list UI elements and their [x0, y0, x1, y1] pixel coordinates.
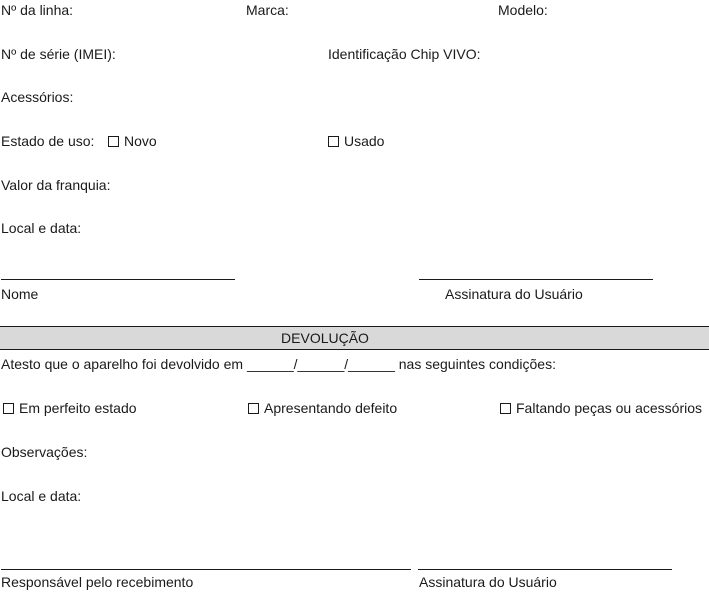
name-signature-line [1, 279, 235, 280]
checkbox-perfect[interactable] [3, 403, 14, 414]
return-section-title: DEVOLUÇÃO [281, 330, 369, 346]
condition-defect-label: Apresentando defeito [264, 400, 398, 416]
option-new[interactable] [108, 133, 157, 149]
condition-defect[interactable] [248, 400, 397, 416]
checkbox-new[interactable] [108, 136, 119, 147]
checkbox-missing[interactable] [500, 403, 511, 414]
return-user-signature-label: Assinatura do Usuário [419, 574, 557, 590]
return-date-blanks[interactable]: ______/______/______ [246, 356, 395, 372]
option-used-label: Usado [344, 133, 385, 149]
brand-label: Marca: [246, 2, 289, 18]
return-place-date-label: Local e data: [1, 488, 82, 504]
return-user-signature-line [418, 569, 672, 570]
user-signature-label: Assinatura do Usuário [445, 286, 583, 302]
condition-perfect-label: Em perfeito estado [19, 400, 137, 416]
chip-id-label: Identificação Chip VIVO: [328, 46, 481, 62]
line-number-label: Nº da linha: [1, 2, 74, 18]
return-section-header [0, 326, 709, 350]
receiver-signature-line [1, 569, 411, 570]
place-date-label: Local e data: [1, 220, 82, 236]
model-label: Modelo: [498, 2, 548, 18]
usage-state-label: Estado de uso: [1, 133, 95, 149]
checkbox-defect[interactable] [248, 403, 259, 414]
condition-missing-label: Faltando peças ou acessórios [516, 400, 702, 416]
option-new-label: Novo [124, 133, 157, 149]
accessories-label: Acessórios: [1, 89, 74, 105]
attest-prefix: Atesto que o aparelho foi devolvido em [1, 356, 244, 372]
receiver-label: Responsável pelo recebimento [1, 574, 194, 590]
serial-imei-label: Nº de série (IMEI): [1, 46, 116, 62]
attest-suffix: nas seguintes condições: [398, 356, 556, 372]
condition-perfect[interactable] [3, 400, 137, 416]
franchise-value-label: Valor da franquia: [1, 177, 111, 193]
option-used[interactable] [328, 133, 384, 149]
condition-missing[interactable] [500, 400, 702, 416]
user-signature-line [419, 279, 653, 280]
observations-label: Observações: [1, 444, 88, 460]
attest-statement [1, 356, 556, 372]
checkbox-used[interactable] [328, 136, 339, 147]
name-label: Nome [1, 286, 39, 302]
